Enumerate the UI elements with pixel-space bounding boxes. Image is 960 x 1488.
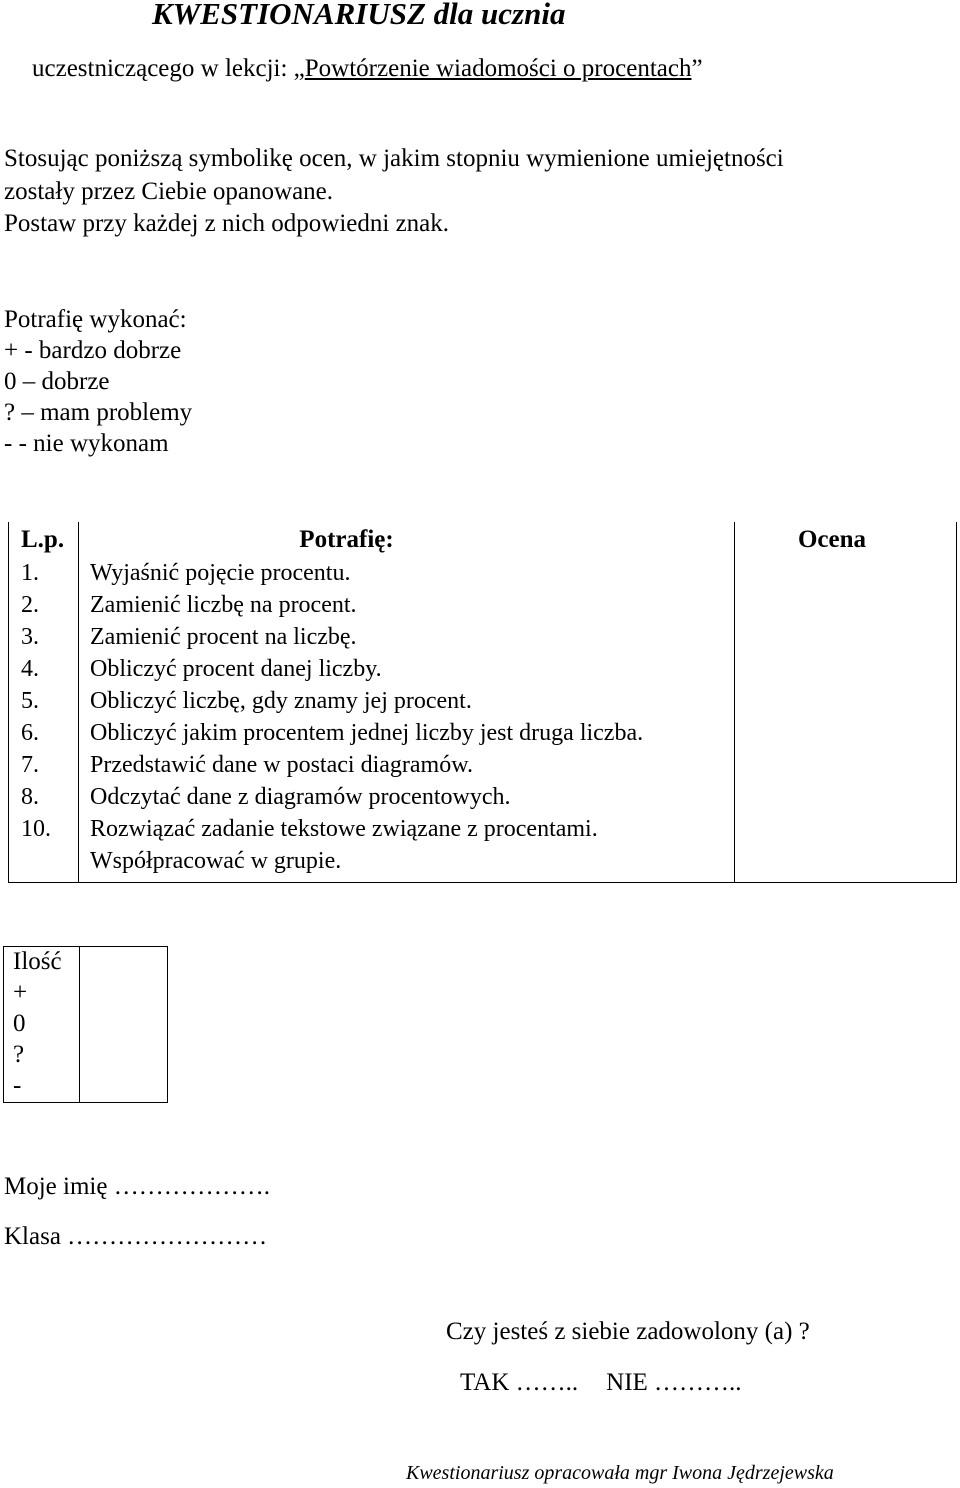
intro-line-3: Postaw przy każdej z nich odpowiedni znak.: [4, 210, 450, 237]
intro-line-2: zostały przez Ciebie opanowane.: [4, 178, 334, 205]
row-skill: Zamienić procent na liczbę.: [79, 622, 735, 654]
row-grade-cell[interactable]: [735, 846, 957, 883]
count-header-row: [4, 947, 168, 979]
count-row: [4, 1071, 168, 1103]
row-skill: Odczytać dane z diagramów procentowych.: [79, 782, 735, 814]
legend-item: + - bardzo dobrze: [4, 337, 182, 364]
row-number: 4.: [9, 654, 79, 686]
row-skill: Zamienić liczbę na procent.: [79, 590, 735, 622]
column-header-grade: Ocena: [735, 522, 957, 558]
row-skill: Obliczyć procent danej liczby.: [79, 654, 735, 686]
count-header-label: Ilość: [4, 947, 80, 979]
row-number: 1.: [9, 558, 79, 590]
no-option[interactable]: NIE ………..: [606, 1369, 742, 1396]
row-grade-cell[interactable]: [735, 590, 957, 622]
row-grade-cell[interactable]: [735, 814, 957, 846]
row-number: 5.: [9, 686, 79, 718]
count-row: [4, 978, 168, 1009]
table-row: [9, 686, 957, 718]
document-title: KWESTIONARIUSZ dla ucznia: [152, 0, 566, 31]
count-row: [4, 1009, 168, 1040]
count-value-cell[interactable]: [80, 978, 168, 1009]
count-symbol: +: [4, 978, 80, 1009]
count-symbol: -: [4, 1071, 80, 1103]
table-row: [9, 846, 957, 883]
table-row: [9, 750, 957, 782]
row-number: 2.: [9, 590, 79, 622]
row-skill: Współpracować w grupie.: [79, 846, 735, 883]
skills-table: [8, 522, 957, 883]
count-symbol: 0: [4, 1009, 80, 1040]
row-skill: Obliczyć liczbę, gdy znamy jej procent.: [79, 686, 735, 718]
table-row: [9, 782, 957, 814]
satisfaction-answers: [460, 1369, 742, 1397]
row-number: 6.: [9, 718, 79, 750]
row-grade-cell[interactable]: [735, 622, 957, 654]
row-number: 3.: [9, 622, 79, 654]
column-header-lp: L.p.: [9, 522, 79, 558]
yes-option[interactable]: TAK ……..: [460, 1369, 579, 1396]
row-grade-cell[interactable]: [735, 750, 957, 782]
satisfaction-question: Czy jesteś z siebie zadowolony (a) ?: [446, 1318, 810, 1345]
table-row: [9, 814, 957, 846]
table-row: [9, 654, 957, 686]
row-skill: Wyjaśnić pojęcie procentu.: [79, 558, 735, 590]
row-grade-cell[interactable]: [735, 686, 957, 718]
lesson-topic: Powtórzenie wiadomości o procentach: [304, 55, 692, 82]
legend-heading: Potrafię wykonać:: [4, 306, 187, 333]
row-number: 7.: [9, 750, 79, 782]
count-row: [4, 1040, 168, 1071]
row-number: 8.: [9, 782, 79, 814]
author-footer: Kwestionariusz opracowała mgr Iwona Jędrzejewska: [406, 1462, 834, 1484]
row-number: [9, 846, 79, 883]
row-grade-cell[interactable]: [735, 718, 957, 750]
subtitle-prefix: uczestniczącego w lekcji: „: [32, 55, 305, 82]
count-symbol: ?: [4, 1040, 80, 1071]
count-value-cell[interactable]: [80, 1009, 168, 1040]
legend-item: 0 – dobrze: [4, 368, 110, 395]
class-field[interactable]: Klasa ……………………: [4, 1223, 268, 1250]
row-skill: Obliczyć jakim procentem jednej liczby jest druga liczba.: [79, 718, 735, 750]
legend-item: ? – mam problemy: [4, 399, 193, 426]
row-number: 10.: [9, 814, 79, 846]
row-grade-cell[interactable]: [735, 654, 957, 686]
row-skill: Przedstawić dane w postaci diagramów.: [79, 750, 735, 782]
name-field[interactable]: Moje imię ……………….: [4, 1173, 270, 1200]
lesson-subtitle: [32, 55, 703, 83]
table-row: [9, 558, 957, 590]
column-header-skill: Potrafię:: [79, 522, 735, 558]
count-header-value: [80, 947, 168, 979]
count-value-cell[interactable]: [80, 1071, 168, 1103]
legend-item: - - nie wykonam: [4, 430, 169, 457]
table-row: [9, 590, 957, 622]
count-value-cell[interactable]: [80, 1040, 168, 1071]
table-row: [9, 718, 957, 750]
row-grade-cell[interactable]: [735, 782, 957, 814]
table-row: [9, 622, 957, 654]
row-skill: Rozwiązać zadanie tekstowe związane z procentami.: [79, 814, 735, 846]
row-grade-cell[interactable]: [735, 558, 957, 590]
intro-line-1: Stosując poniższą symbolikę ocen, w jakim stopniu wymienione umiejętności: [4, 145, 784, 172]
subtitle-suffix: ”: [691, 55, 703, 82]
table-header-row: [9, 522, 957, 558]
count-table: [3, 946, 168, 1103]
